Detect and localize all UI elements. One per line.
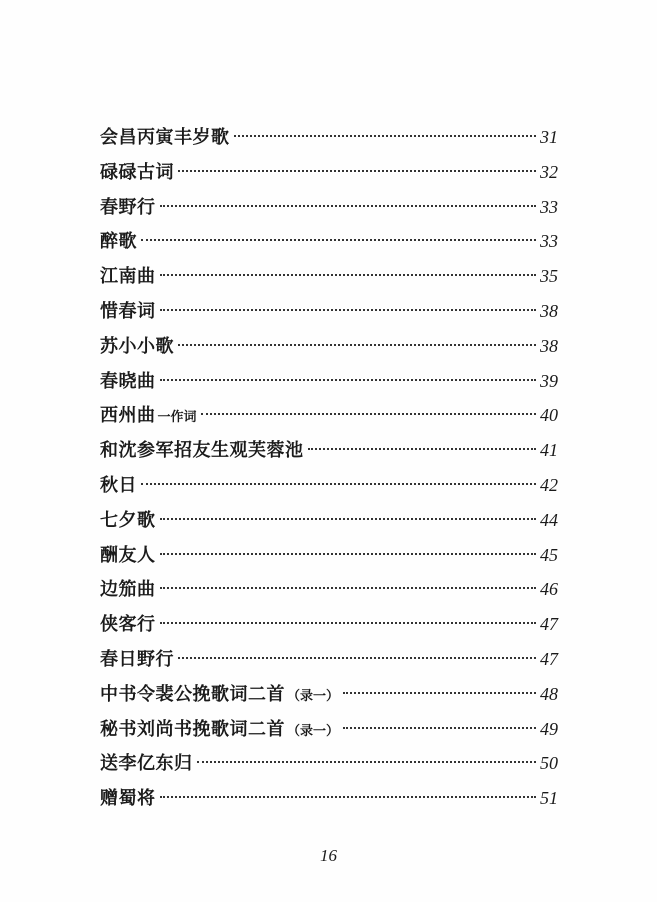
dot-leader: [141, 239, 536, 241]
toc-entry-title: 秘书刘尚书挽歌词二首: [100, 718, 285, 740]
toc-entry-page-number: 47: [540, 648, 558, 669]
toc-entry-page-number: 46: [540, 579, 558, 600]
toc-entry-title: 春日野行: [100, 648, 174, 670]
toc-entry[interactable]: [100, 155, 558, 190]
toc-entry[interactable]: [100, 781, 558, 816]
dot-leader: [234, 135, 537, 137]
toc-entry[interactable]: [100, 120, 558, 155]
toc-entry-page-number: 47: [540, 614, 558, 635]
dot-leader: [160, 379, 537, 381]
dot-leader: [197, 761, 537, 763]
toc-entry-title: 西州曲: [100, 405, 156, 427]
toc-entry[interactable]: [100, 398, 558, 433]
toc-entry[interactable]: [100, 190, 558, 225]
toc-entry-title: 惜春词: [100, 300, 156, 322]
dot-leader: [178, 344, 536, 346]
toc-entry-title: 中书令裴公挽歌词二首: [100, 683, 285, 705]
toc-entry[interactable]: [100, 468, 558, 503]
toc-entry-title: 江南曲: [100, 266, 156, 288]
toc-entry-page-number: 40: [540, 405, 558, 426]
toc-entry[interactable]: [100, 572, 558, 607]
toc-entry-title: 苏小小歌: [100, 335, 174, 357]
toc-entry-page-number: 31: [540, 127, 558, 147]
toc-entry-page-number: 45: [540, 544, 558, 565]
toc-entry-page-number: 51: [540, 788, 558, 809]
toc-entry[interactable]: [100, 538, 558, 573]
table-of-contents: [100, 120, 558, 816]
dot-leader: [160, 796, 537, 798]
toc-entry-title: 春野行: [100, 196, 156, 218]
toc-entry-title: 酬友人: [100, 544, 156, 566]
toc-entry-title: 醉歌: [100, 231, 137, 253]
toc-entry-note: 一作词: [157, 410, 197, 426]
toc-entry-page-number: 38: [540, 335, 558, 356]
toc-entry-page-number: 42: [540, 474, 558, 495]
dot-leader: [308, 448, 537, 450]
toc-entry[interactable]: [100, 224, 558, 259]
toc-entry-page-number: 38: [540, 300, 558, 321]
toc-entry-title: 赠蜀将: [100, 788, 156, 810]
toc-entry[interactable]: [100, 433, 558, 468]
toc-entry[interactable]: [100, 294, 558, 329]
toc-entry[interactable]: [100, 642, 558, 677]
toc-entry-note: （录一）: [287, 723, 340, 739]
toc-entry-page-number: 49: [540, 718, 558, 739]
toc-entry-page-number: 41: [540, 440, 558, 461]
dot-leader: [160, 518, 537, 520]
toc-entry[interactable]: [100, 259, 558, 294]
toc-entry-page-number: 39: [540, 370, 558, 391]
dot-leader: [160, 553, 537, 555]
dot-leader: [343, 692, 536, 694]
dot-leader: [160, 309, 537, 311]
dot-leader: [178, 657, 536, 659]
toc-entry-page-number: 50: [540, 753, 558, 774]
dot-leader: [178, 170, 536, 172]
page-number: 16: [320, 846, 337, 865]
toc-entry-title: 春晓曲: [100, 370, 156, 392]
dot-leader: [141, 483, 536, 485]
toc-entry-page-number: 44: [540, 509, 558, 530]
dot-leader: [160, 587, 537, 589]
toc-entry-title: 碌碌古词: [100, 161, 174, 183]
toc-entry-note: （录一）: [287, 688, 340, 704]
toc-entry[interactable]: [100, 503, 558, 538]
toc-entry-title: 边笳曲: [100, 579, 156, 601]
toc-entry-page-number: 32: [540, 161, 558, 182]
toc-entry-page-number: 48: [540, 683, 558, 704]
toc-entry-title: 侠客行: [100, 614, 156, 636]
toc-entry-title: 秋日: [100, 474, 137, 496]
toc-entry-title: 会昌丙寅丰岁歌: [100, 127, 230, 148]
toc-entry[interactable]: [100, 607, 558, 642]
toc-entry-title: 七夕歌: [100, 509, 156, 531]
dot-leader: [160, 274, 537, 276]
toc-entry[interactable]: [100, 364, 558, 399]
toc-entry-page-number: 33: [540, 231, 558, 252]
dot-leader: [160, 205, 537, 207]
dot-leader: [201, 413, 536, 415]
toc-entry[interactable]: [100, 712, 558, 747]
toc-entry-page-number: 35: [540, 266, 558, 287]
toc-entry[interactable]: [100, 677, 558, 712]
dot-leader: [160, 622, 537, 624]
toc-entry-title: 送李亿东归: [100, 753, 193, 775]
dot-leader: [343, 727, 536, 729]
toc-entry[interactable]: [100, 329, 558, 364]
toc-entry-title: 和沈参军招友生观芙蓉池: [100, 440, 304, 462]
toc-entry[interactable]: [100, 746, 558, 781]
toc-entry-page-number: 33: [540, 196, 558, 217]
